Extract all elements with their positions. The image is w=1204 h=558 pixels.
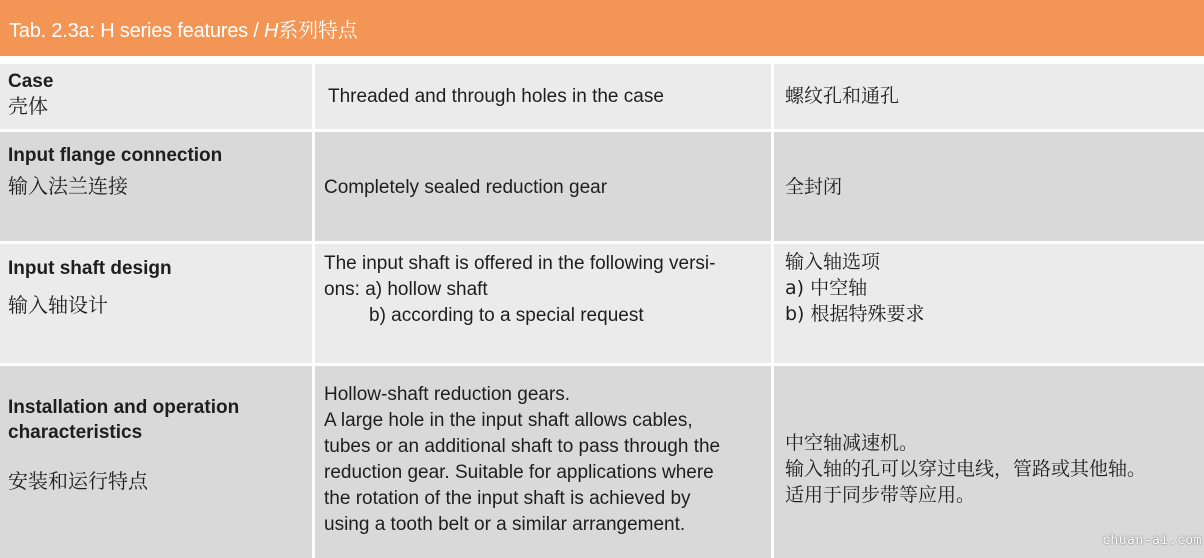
row-case-feature-cell <box>0 64 312 129</box>
description-line: tubes or an additional shaft to pass through the <box>324 436 721 457</box>
description-cn-line: b) 根据特殊要求 <box>785 303 925 325</box>
watermark-text: chuan-ai.com <box>1102 533 1202 548</box>
feature-cn-label: 输入轴设计 <box>8 293 108 317</box>
row-case-description-cell <box>315 64 771 129</box>
row-flange-feature-cell <box>0 132 312 241</box>
table-title-prefix: Tab. 2.3a: H series features / <box>9 19 265 42</box>
description-line: the rotation of the input shaft is achieved by <box>324 488 691 509</box>
description-line: Hollow-shaft reduction gears. <box>324 384 571 405</box>
row-installation-description-cell <box>315 366 771 558</box>
row-flange-cn-cell <box>774 132 1204 241</box>
description-line: using a tooth belt or a similar arrangement. <box>324 514 686 535</box>
header-gap <box>0 56 1204 64</box>
description-line: A large hole in the input shaft allows cables, <box>324 410 693 431</box>
feature-cn-label: 壳体 <box>8 94 48 118</box>
row-shaft-description-cell <box>315 244 771 363</box>
description-cn-line: 螺纹孔和通孔 <box>785 85 900 107</box>
description-line: Threaded and through holes in the case <box>328 86 664 107</box>
table-title-suffix: 系列特点 <box>278 19 358 42</box>
row-case-cn-cell <box>774 64 1204 129</box>
feature-en-label: Input flange connection <box>8 145 223 166</box>
table-title-italic: H <box>264 19 279 42</box>
table-title-bar <box>0 0 1204 56</box>
row-flange-description-cell <box>315 132 771 241</box>
feature-en-label: characteristics <box>8 422 143 443</box>
description-line: ons: a) hollow shaft <box>324 279 488 300</box>
table-title <box>0 14 358 43</box>
description-line: b) according to a special request <box>369 305 644 326</box>
description-cn-line: a) 中空轴 <box>785 277 868 299</box>
description-cn-line: 输入轴的孔可以穿过电线，管路或其他轴。 <box>785 458 1147 480</box>
description-cn-line: 全封闭 <box>785 176 843 198</box>
description-cn-line: 适用于同步带等应用。 <box>785 484 976 506</box>
description-cn-line: 中空轴减速机。 <box>785 432 919 454</box>
row-installation-cn-cell <box>774 366 1204 558</box>
row-shaft-feature-cell <box>0 244 312 363</box>
feature-cn-label: 输入法兰连接 <box>8 174 128 198</box>
row-installation-feature-cell <box>0 366 312 558</box>
feature-en-label: Input shaft design <box>8 258 172 279</box>
description-line: The input shaft is offered in the following versi- <box>324 253 716 274</box>
feature-en-label: Installation and operation <box>8 397 240 418</box>
feature-cn-label: 安装和运行特点 <box>8 469 148 493</box>
description-line: reduction gear. Suitable for applications where <box>324 462 714 483</box>
row-shaft-cn-cell <box>774 244 1204 363</box>
description-line: Completely sealed reduction gear <box>324 177 608 198</box>
description-cn-line: 输入轴选项 <box>785 251 881 273</box>
feature-en-label: Case <box>8 71 54 92</box>
